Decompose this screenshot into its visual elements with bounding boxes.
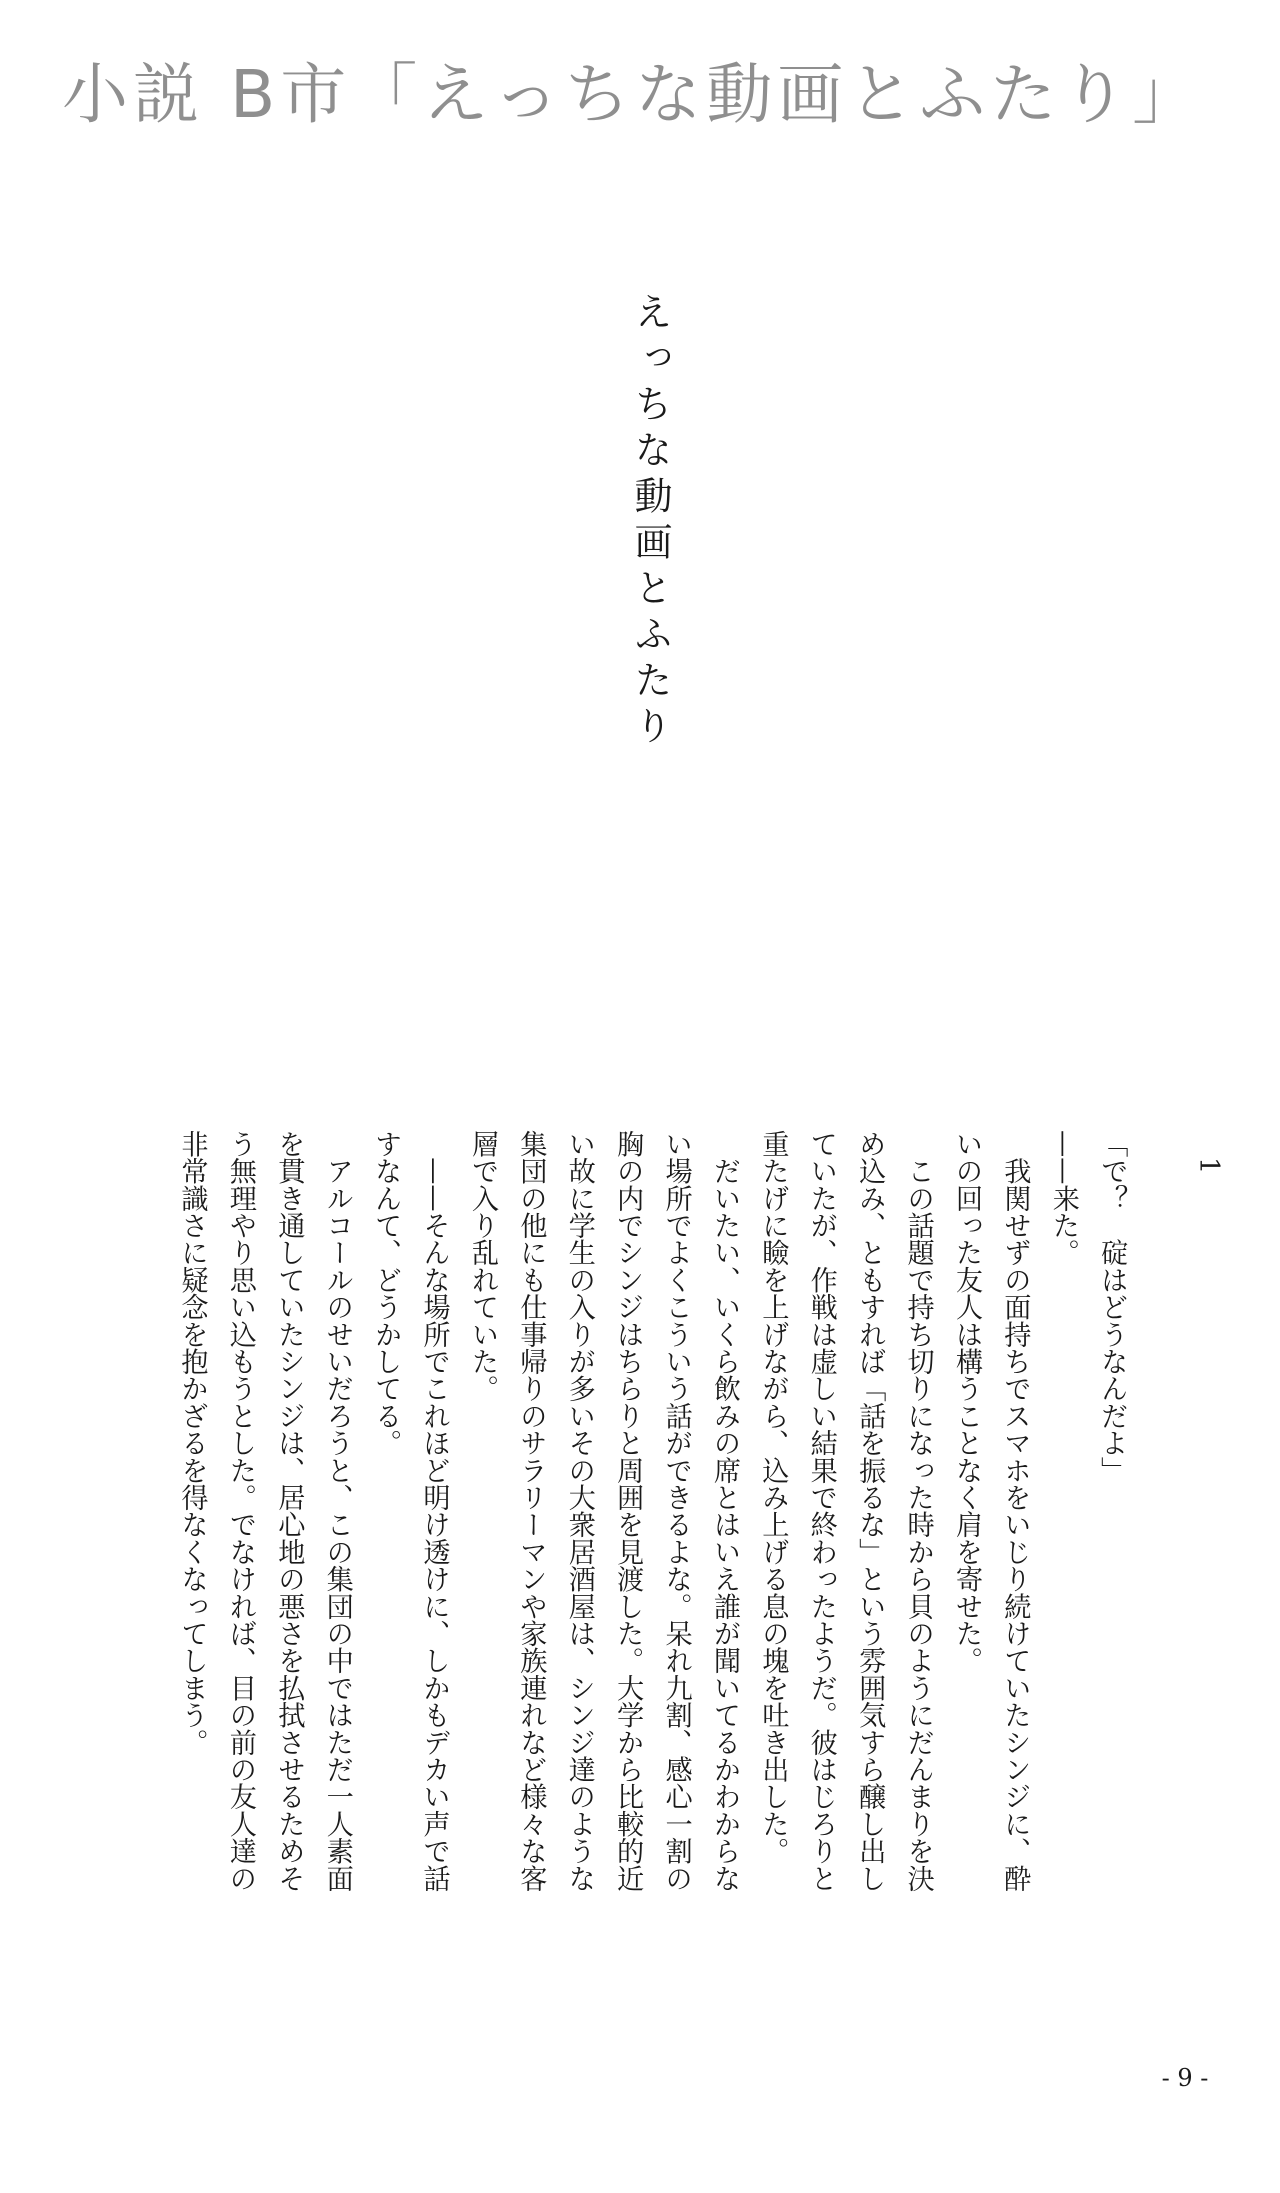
chapter-title: えっちな動画とふたり	[628, 292, 672, 752]
page-header-title: 小説 B市「えっちな動画とふたり」	[62, 56, 1204, 133]
section-number: 1	[1193, 1157, 1224, 1175]
paragraph-3: 我関せずの面持ちでスマホをいじり続けていたシンジに、酔いの回った友人は構うことなく肩を寄せた。	[950, 1130, 1031, 1892]
paragraph-7: アルコールのせいだろうと、この集団の中ではただ一人素面を貫き通していたシンジは、居心地の悪さを払拭させるためそう無理やり思い込もうとした。でなければ、目の前の友人達の非常識さに疑念を抱かざるを得なくなってしまう。	[176, 1130, 353, 1892]
paragraph-4: この話題で持ち切りになった時から貝のようにだんまりを決め込み、ともすれば「話を振るな」という雰囲気すら醸し出していたが、作戦は虚しい結果で終わったようだ。彼はじろりと重たげに瞼を上げながら、込み上げる息の塊を吐き出した。	[757, 1130, 934, 1892]
page-number: - 9 -	[1161, 2064, 1209, 2092]
body-text	[82, 1130, 1232, 1900]
paragraph-1: 「で？ 碇はどうなんだよ」	[1096, 1130, 1128, 1484]
paragraph-5: だいたい、いくら飲みの席とはいえ誰が聞いてるかわからない場所でよくこういう話ができるよな。呆れ九割、感心一割の胸の内でシンジはちらりと周囲を見渡した。大学から比較的近い故に学生の入りが多いその大衆居酒屋は、シンジ達のような集団の他にも仕事帰りのサラリーマンや家族連れなど様々な客層で入り乱れていた。	[466, 1130, 740, 1892]
paragraph-2: ——来た。	[1047, 1130, 1079, 1266]
paragraph-6: ——そんな場所でこれほど明け透けに、しかもデカい声で話すなんて、どうかしてる。	[370, 1130, 450, 1892]
